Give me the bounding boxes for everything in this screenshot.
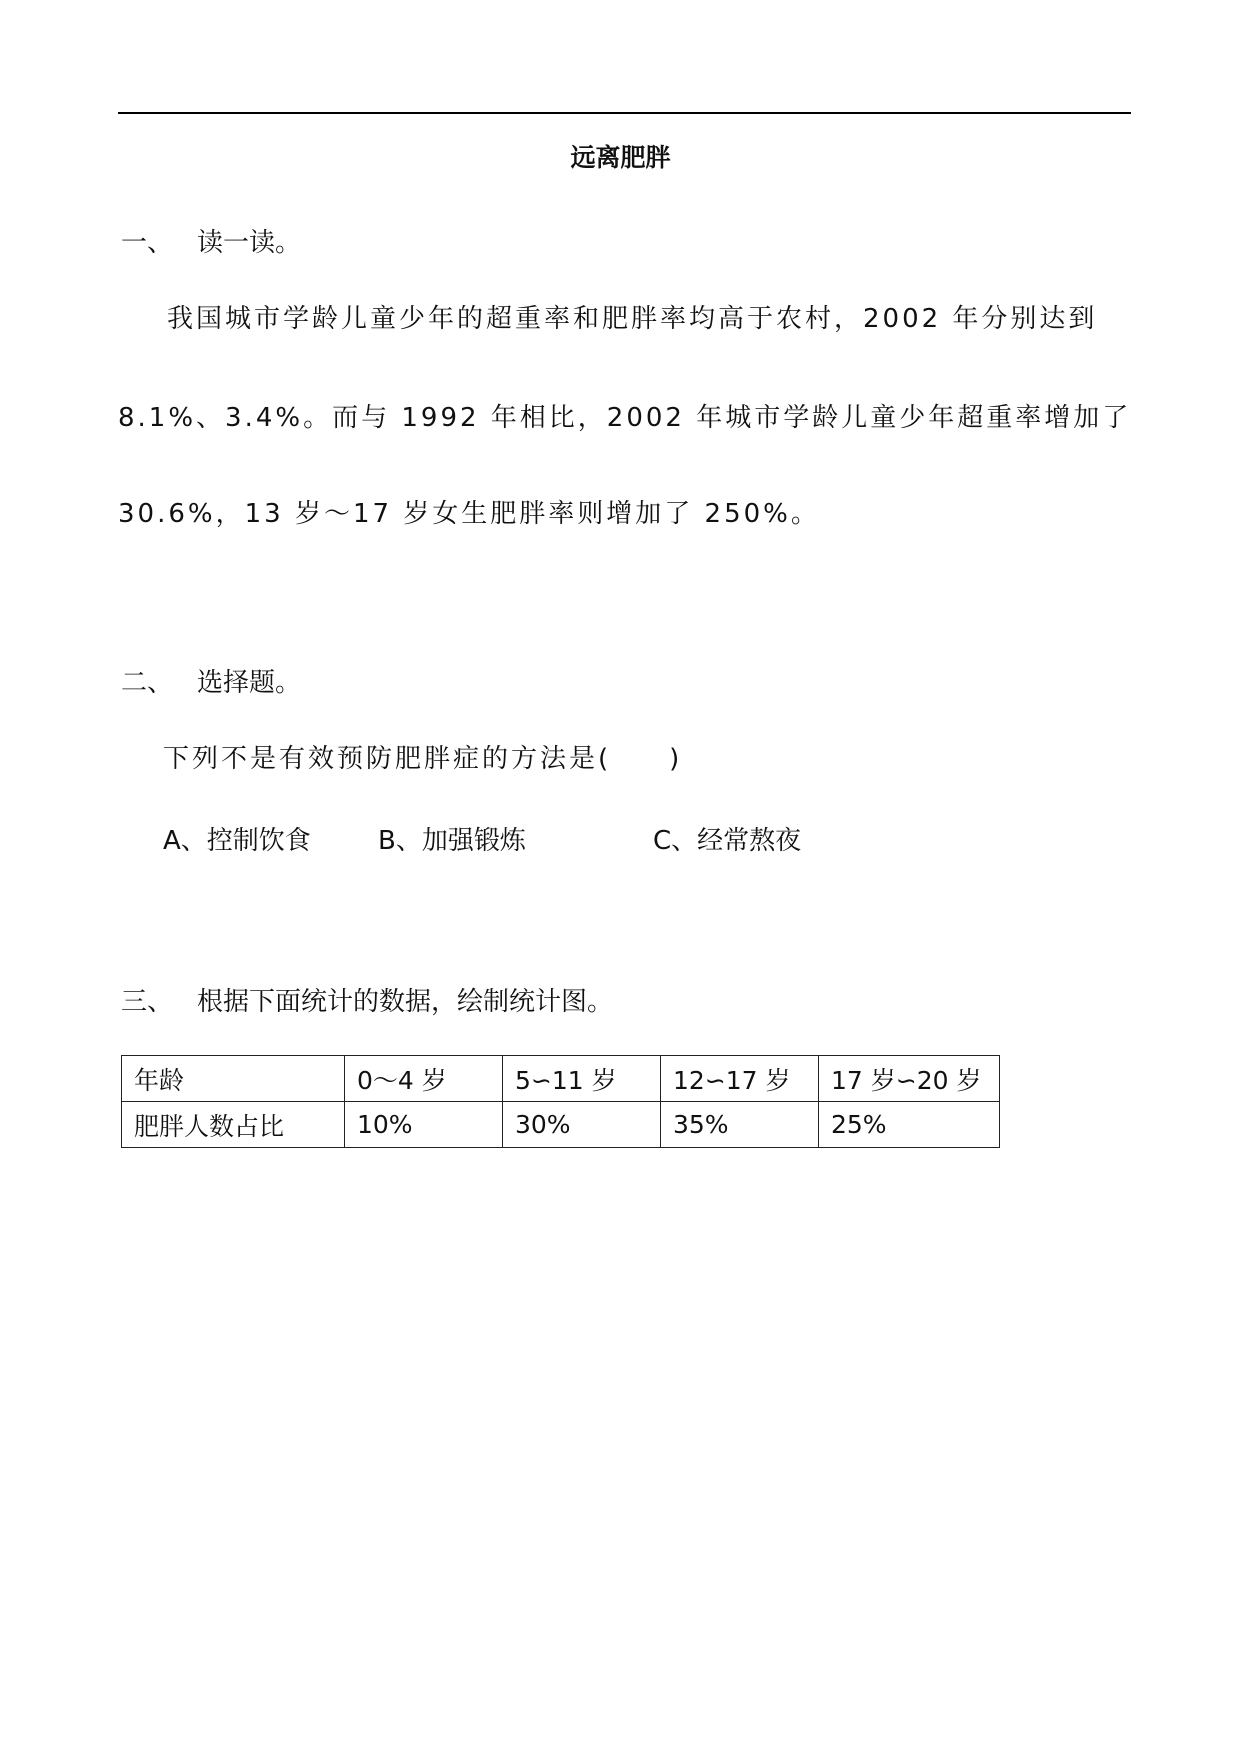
top-rule xyxy=(118,112,1131,114)
option-b: B、加强锻炼 xyxy=(378,826,526,856)
table-cell: 10% xyxy=(345,1102,503,1148)
table-cell: 肥胖人数占比 xyxy=(122,1102,345,1148)
table-row xyxy=(122,1102,1000,1148)
obesity-data-table xyxy=(121,1055,1000,1148)
section-2-title: 选择题。 xyxy=(197,668,302,698)
section-1-title: 读一读。 xyxy=(197,228,302,258)
page-title: 远离肥胖 xyxy=(570,143,671,172)
section-1-number: 一、 xyxy=(121,228,174,258)
option-a: A、控制饮食 xyxy=(163,826,311,856)
table-cell: 5∽11 岁 xyxy=(503,1056,661,1102)
table-cell: 35% xyxy=(661,1102,819,1148)
table-cell: 0～4 岁 xyxy=(345,1056,503,1102)
section-1-heading xyxy=(121,222,301,259)
paragraph-line-2: 8.1%、3.4%。而与 1992 年相比，2002 年城市学龄儿童少年超重率增加了 xyxy=(118,403,1132,433)
section-3-heading xyxy=(121,981,613,1018)
paragraph-line-1: 我国城市学龄儿童少年的超重率和肥胖率均高于农村，2002 年分别达到 xyxy=(167,304,1098,334)
section-2-number: 二、 xyxy=(121,668,174,698)
table-header-row xyxy=(122,1056,1000,1102)
choice-question: 下列不是有效预防肥胖症的方法是( ) xyxy=(163,744,683,774)
table-cell: 12∽17 岁 xyxy=(661,1056,819,1102)
table-cell: 年龄 xyxy=(122,1056,345,1102)
section-3-number: 三、 xyxy=(121,987,174,1017)
table-cell: 17 岁∽20 岁 xyxy=(819,1056,1000,1102)
section-2-heading xyxy=(121,662,301,699)
option-c: C、经常熬夜 xyxy=(653,826,802,856)
section-3-title: 根据下面统计的数据，绘制统计图。 xyxy=(197,987,614,1017)
table-cell: 25% xyxy=(819,1102,1000,1148)
paragraph-line-3: 30.6%，13 岁～17 岁女生肥胖率则增加了 250%。 xyxy=(118,499,820,529)
table-cell: 30% xyxy=(503,1102,661,1148)
